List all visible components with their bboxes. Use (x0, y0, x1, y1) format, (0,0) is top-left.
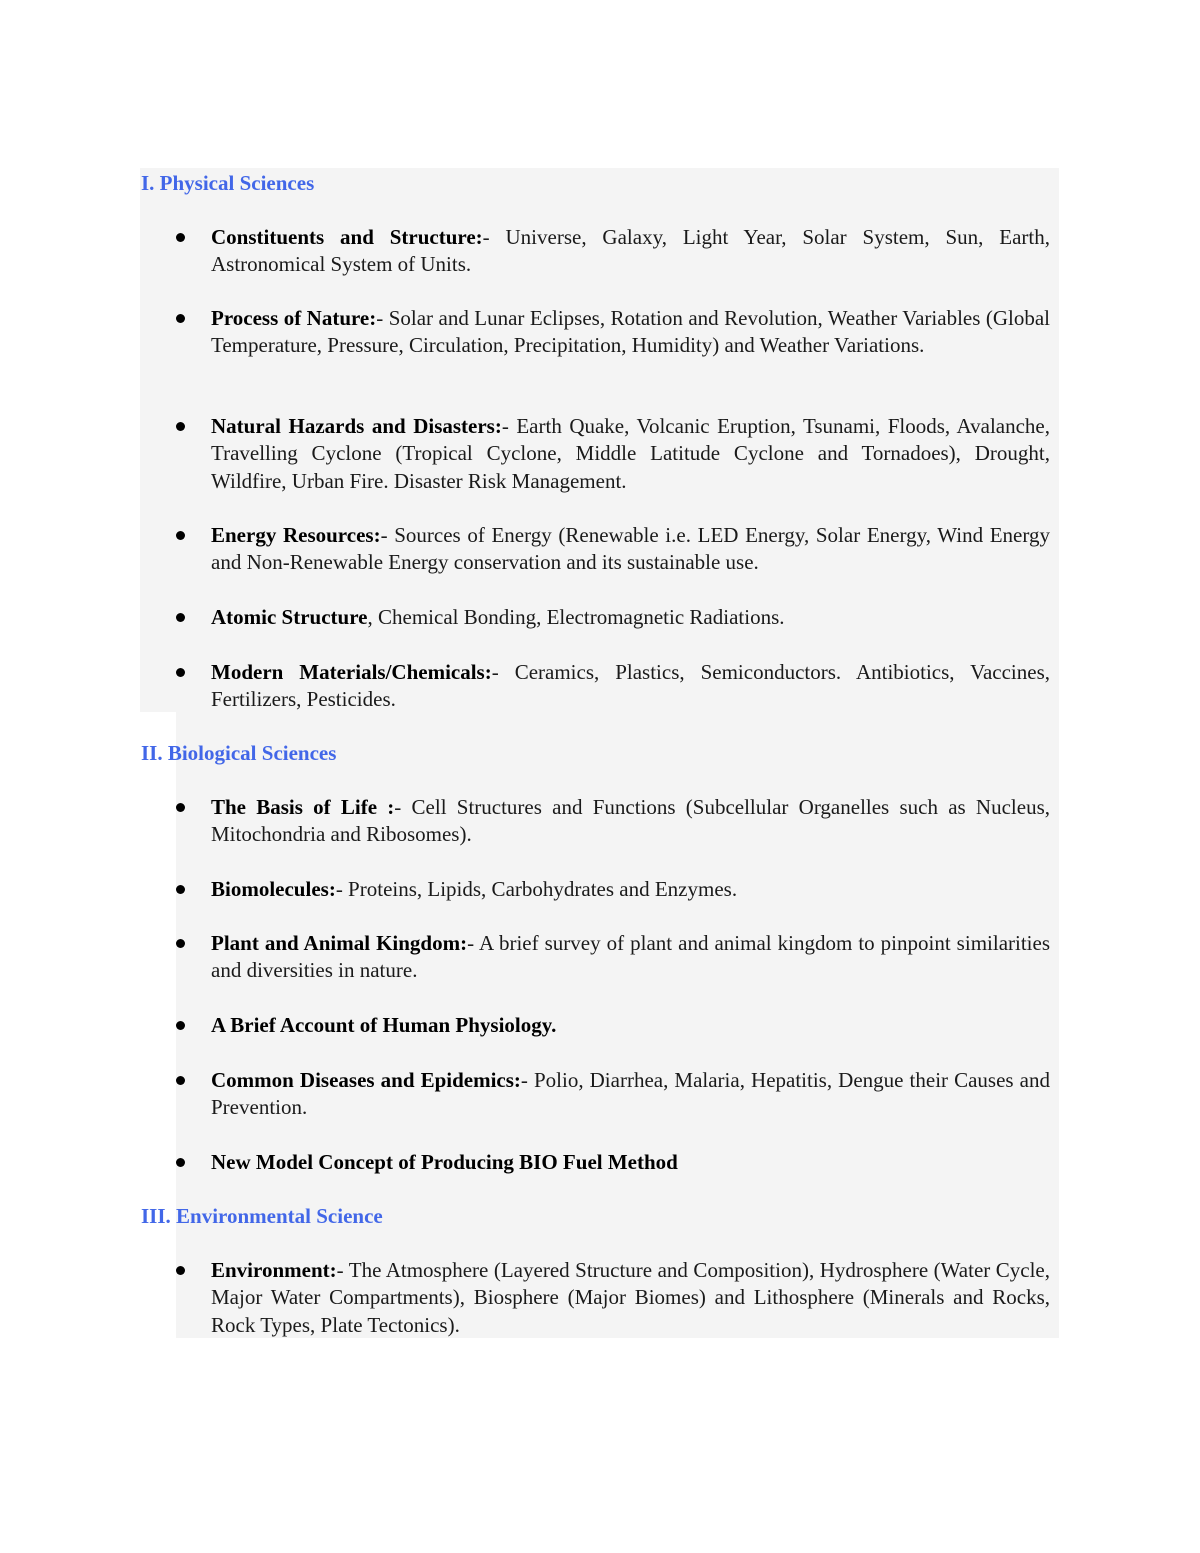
bullet-icon (176, 233, 185, 242)
item-text: - Universe, Galaxy, Light Year, Solar System, Sun, Earth, Astronomical System of Units. (211, 225, 1050, 277)
item-title: Atomic Structure (211, 605, 368, 629)
bullet-icon (176, 613, 185, 622)
list-item (176, 1067, 1050, 1122)
item-title: Plant and Animal Kingdom: (211, 931, 468, 955)
list-item (176, 1149, 1050, 1176)
list-item (176, 224, 1050, 279)
item-text: - Polio, Diarrhea, Malaria, Hepatitis, Dengue their Causes and Prevention. (211, 1068, 1050, 1120)
item-text: - Sources of Energy (Renewable i.e. LED Energy, Solar Energy, Wind Energy and Non-Renewable Energy conservation and its sustainable use. (211, 523, 1050, 575)
list-item (176, 794, 1050, 849)
item-text: - A brief survey of plant and animal kingdom to pinpoint similarities and diversities in nature. (211, 931, 1051, 983)
section-heading-biological-sciences: II. Biological Sciences (141, 741, 337, 765)
item-title: Constituents and Structure: (211, 225, 483, 249)
bullet-icon (176, 939, 185, 948)
bullet-icon (176, 314, 185, 323)
bullet-icon (176, 885, 185, 894)
item-title: Process of Nature: (211, 306, 377, 330)
item-text: - Earth Quake, Volcanic Eruption, Tsunami, Floods, Avalanche, Travelling Cyclone (Tropical Cyclone, Middle Latitude Cyclone and Tornadoes), Drought, Wildfire, Urban Fire. Disaster Risk Management. (211, 414, 1050, 493)
item-title: Common Diseases and Epidemics: (211, 1068, 521, 1092)
item-text: - Ceramics, Plastics, Semiconductors. Antibiotics, Vaccines, Fertilizers, Pesticides. (211, 660, 1050, 712)
list-item (176, 1012, 1050, 1039)
item-title: The Basis of Life : (211, 795, 395, 819)
list-item (176, 930, 1050, 985)
item-text: - Proteins, Lipids, Carbohydrates and Enzymes. (335, 877, 738, 901)
item-title: New Model Concept of Producing BIO Fuel Method (211, 1150, 678, 1174)
bullet-icon (176, 803, 185, 812)
list-item (176, 305, 1050, 360)
item-title: Biomolecules: (211, 877, 336, 901)
item-title: A Brief Account of Human Physiology. (211, 1013, 557, 1037)
list-item (176, 413, 1050, 495)
bullet-icon (176, 1266, 185, 1275)
list-item (176, 876, 1050, 903)
item-text: , Chemical Bonding, Electromagnetic Radiations. (367, 605, 785, 629)
bullet-icon (176, 422, 185, 431)
list-item (176, 604, 1050, 631)
item-title: Energy Resources: (211, 523, 381, 547)
bullet-icon (176, 668, 185, 677)
item-text: - Cell Structures and Functions (Subcellular Organelles such as Nucleus, Mitochondria and Ribosomes). (211, 795, 1050, 847)
bullet-icon (176, 1076, 185, 1085)
item-title: Modern Materials/Chemicals: (211, 660, 492, 684)
item-text: - The Atmosphere (Layered Structure and Composition), Hydrosphere (Water Cycle, Major Water Compartments), Biosphere (Major Biomes) and Lithosphere (Minerals and Rocks, Rock Types, Plate Tectonics). (211, 1258, 1050, 1337)
section-heading-physical-sciences: I. Physical Sciences (141, 171, 315, 195)
bullet-icon (176, 1158, 185, 1167)
list-item (176, 522, 1050, 577)
list-item (176, 659, 1050, 714)
item-title: Natural Hazards and Disasters: (211, 414, 502, 438)
section-heading-environmental-science: III. Environmental Science (141, 1204, 383, 1228)
item-text: - Solar and Lunar Eclipses, Rotation and Revolution, Weather Variables (Global Temperature, Pressure, Circulation, Precipitation, Humidity) and Weather Variations. (211, 306, 1051, 358)
list-item (176, 1257, 1050, 1339)
bullet-icon (176, 1021, 185, 1030)
bullet-icon (176, 531, 185, 540)
item-title: Environment: (211, 1258, 337, 1282)
